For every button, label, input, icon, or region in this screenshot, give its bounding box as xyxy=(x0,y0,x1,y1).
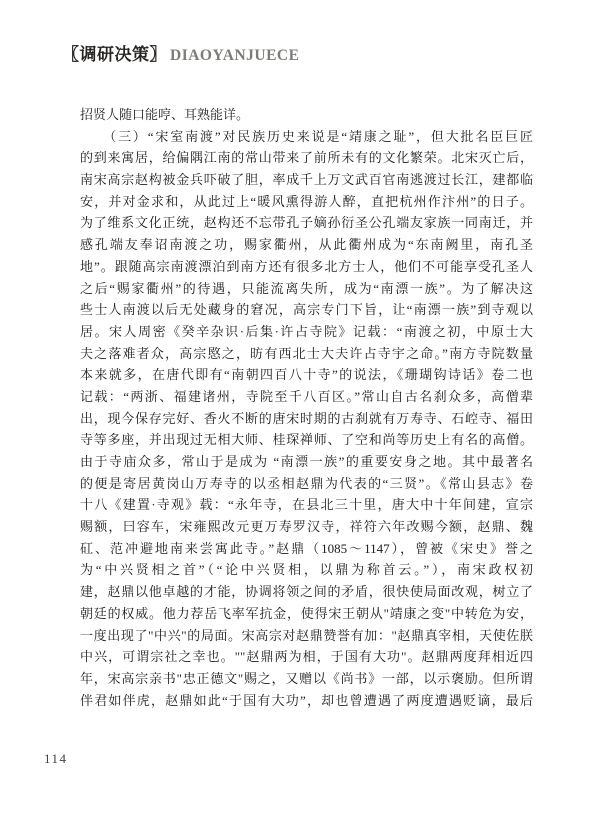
text-line: 建，赵鼎以他卓越的才能，协调将领之间的矛盾，很快使局面改观，树立了 xyxy=(80,584,533,600)
text-line: 矼、范冲避地南来尝寓此寺。”赵鼎（1085～1147），曾被《宋史》誉之 xyxy=(80,540,533,556)
text-line: 些士人南渡以后无处藏身的窘况，高宗专门下旨，让“南漂一族”到寺观以 xyxy=(80,302,533,318)
text-line: 之后“赐家衢州”的待遇，只能流离失所，成为“南漂一族”。为了解决这 xyxy=(80,280,533,296)
text-line: 本来就多，在唐代即有“南朝四百八十寺”的说法，《珊瑚钩诗话》卷二也 xyxy=(80,367,533,383)
text-line: 南宋高宗赵构被金兵吓破了胆，率成千上万文武百官南逃渡过长江，建都临 xyxy=(80,172,533,188)
page-number: 114 xyxy=(44,751,68,766)
text-line: 为“中兴贤相之首”（“论中兴贤相，以鼎为称首云。”），南宋政权初 xyxy=(80,562,533,578)
article-body xyxy=(80,104,533,711)
journal-header xyxy=(62,40,299,65)
text-line: 的便是寄居黄岗山万寿寺的以丞相赵鼎为代表的“三贤”。《常山县志》卷 xyxy=(80,475,533,491)
text-line: 出，现今保存完好、香火不断的唐宋时期的古刹就有万寿寺、石崆寺、福田 xyxy=(80,410,533,426)
text-line: 记载：“两浙、福建诸州，寺院至千八百区。”常山自古名刹众多，高僧辈 xyxy=(80,388,533,404)
journal-title-latin: DIAOYANJUECE xyxy=(170,47,300,64)
text-line: （三）“宋室南渡”对民族历史来说是“靖康之耻”，但大批名臣巨匠 xyxy=(80,128,533,144)
text-line: 招贤人随口能哼、耳熟能详。 xyxy=(80,107,250,122)
text-line: 年，宋高宗亲书"忠正德文"赐之，又赠以《尚书》一部，以示褒励。但所谓 xyxy=(80,670,533,686)
text-line: 寺等多座，并出现过无相大师、桂琛禅师、了空和尚等历史上有名的高僧。 xyxy=(80,432,533,448)
text-line: 伴君如伴虎，赵鼎如此“于国有大功”，却也曾遭遇了两度遭遇贬谪，最后 xyxy=(80,692,533,708)
text-line: 由于寺庙众多，常山于是成为 “南漂一族”的重要安身之地。其中最著名 xyxy=(80,454,533,469)
text-line: 地”。跟随高宗南渡漂泊到南方还有很多北方士人，他们不可能享受孔圣人 xyxy=(80,258,533,274)
text-line: 为了维系文化正统，赵构还不忘带孔子嫡孙衍圣公孔端友家族一同南迁，并 xyxy=(80,215,533,231)
text-line: 中兴，可谓宗社之幸也。""赵鼎两为相，于国有大功"。赵鼎两度拜相近四 xyxy=(80,649,533,665)
text-line: 夫之落难者众，高宗愍之，昉有西北士大夫许占寺宇之命。”南方寺院数量 xyxy=(80,345,533,361)
text-line: 安，并对金求和，从此过上“暖风熏得游人醉，直把杭州作汴州”的日子。 xyxy=(80,193,533,209)
journal-title-chinese: 〖调研决策〗 xyxy=(62,45,167,64)
text-line: 十八《建置·寺观》载：“永年寺，在县北三十里，唐大中十年间建，宣宗 xyxy=(80,497,533,513)
text-line: 朝廷的权威。他力荐岳飞率军抗金，使得宋王朝从"靖康之变"中转危为安， xyxy=(80,605,533,621)
text-line: 的到来寓居，给偏隅江南的常山带来了前所未有的文化繁荣。北宋灭亡后， xyxy=(80,150,533,166)
text-line: 感孔端友奉诏南渡之功，赐家衢州，从此衢州成为“东南阙里，南孔圣 xyxy=(80,237,533,253)
text-line: 一度出现了"中兴"的局面。宋高宗对赵鼎赞誉有加："赵鼎真宰相，天使佐朕 xyxy=(80,627,533,643)
text-line: 赐额，曰容车，宋雍熙改元更万寿罗汉寺，祥符六年改赐今额，赵鼎、魏 xyxy=(80,519,533,535)
text-line: 居。宋人周密《癸辛杂识·后集·许占寺院》记载：“南渡之初，中原士大 xyxy=(80,323,533,339)
